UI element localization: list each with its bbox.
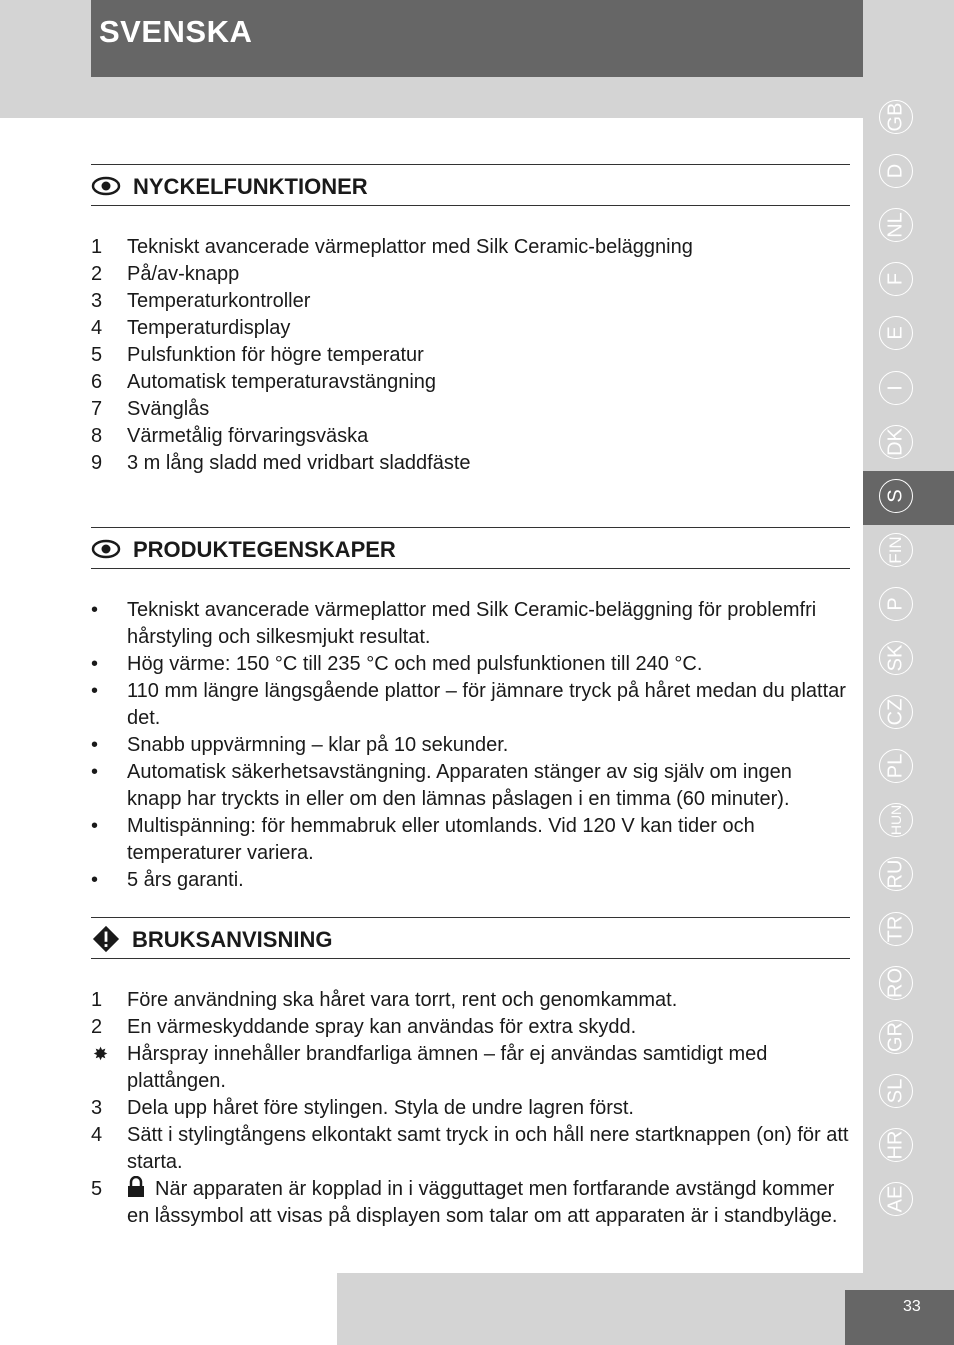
page-number: 33 <box>903 1298 921 1315</box>
language-tab-ro[interactable] <box>863 958 954 1012</box>
language-label: HR <box>884 1130 907 1160</box>
language-tab-gb[interactable] <box>863 92 954 146</box>
list-item <box>91 396 851 423</box>
item-number: 5 <box>91 1178 103 1200</box>
item-number: 7 <box>91 398 103 420</box>
item-number: 5 <box>91 344 103 366</box>
item-text: Multispänning: för hemmabruk eller utomlands. Vid 120 V kan tider och temperaturer variera. <box>127 815 755 864</box>
language-label: DK <box>884 427 907 456</box>
language-tab-sk[interactable] <box>863 633 954 687</box>
list-item <box>91 1122 851 1176</box>
item-number: 6 <box>91 371 103 393</box>
item-text: Pulsfunktion för högre temperatur <box>127 344 424 366</box>
list-item <box>91 651 851 678</box>
item-text: Automatisk säkerhetsavstängning. Apparaten stänger av sig själv om ingen knapp har tryckts in eller om den lämnas påslagen i en timma (60 minuter). <box>127 761 792 810</box>
item-number: 9 <box>91 452 103 474</box>
language-tab-nl[interactable] <box>863 200 954 254</box>
item-number: 4 <box>91 317 103 339</box>
language-label: SL <box>884 1078 907 1104</box>
language-tab-hun[interactable] <box>863 795 954 849</box>
language-label: NL <box>884 212 907 238</box>
lock-icon <box>127 1176 145 1198</box>
list-item <box>91 1176 851 1230</box>
bullet-marker: • <box>91 653 99 675</box>
language-label: E <box>884 326 907 341</box>
item-text: 5 års garanti. <box>127 869 244 891</box>
list-item <box>91 450 851 477</box>
section-header-usage <box>91 917 850 959</box>
language-label: HUN <box>888 805 904 836</box>
list-item <box>91 1095 851 1122</box>
item-text: 3 m lång sladd med vridbart sladdfäste <box>127 452 471 474</box>
language-tabs <box>863 92 954 1232</box>
page-number-box <box>845 1290 954 1345</box>
language-tab-pl[interactable] <box>863 741 954 795</box>
item-text: Värmetålig förvaringsväska <box>127 425 369 447</box>
item-number: 2 <box>91 1016 103 1038</box>
warning-diamond-icon <box>91 925 121 953</box>
language-tab-dk[interactable] <box>863 417 954 471</box>
properties-list <box>91 597 851 894</box>
item-text: Sätt i stylingtångens elkontakt samt tryck in och håll nere startknappen (on) för att starta. <box>127 1124 849 1173</box>
item-text: Dela upp håret före stylingen. Styla de undre lagren först. <box>127 1097 634 1119</box>
list-item <box>91 315 851 342</box>
language-tab-ae[interactable] <box>863 1174 954 1228</box>
bullet-marker: • <box>91 815 99 837</box>
language-label: GR <box>884 1021 907 1052</box>
language-tab-i[interactable] <box>863 363 954 417</box>
language-label: S <box>884 489 907 503</box>
list-item <box>91 234 851 261</box>
item-text: Svänglås <box>127 398 210 420</box>
item-number: 3 <box>91 1097 103 1119</box>
section-title: BRUKSANVISNING <box>132 927 333 952</box>
list-item <box>91 759 851 813</box>
page-title: SVENSKA <box>99 14 253 49</box>
item-text: Automatisk temperaturavstängning <box>127 371 437 393</box>
language-tab-d[interactable] <box>863 146 954 200</box>
language-tab-e[interactable] <box>863 308 954 362</box>
list-item <box>91 813 851 867</box>
item-number: 2 <box>91 263 103 285</box>
language-tab-p[interactable] <box>863 579 954 633</box>
list-item <box>91 288 851 315</box>
item-text: En värmeskyddande spray kan användas för extra skydd. <box>127 1016 637 1038</box>
list-item <box>91 597 851 651</box>
list-item <box>91 423 851 450</box>
language-tab-f[interactable] <box>863 254 954 308</box>
section-header-properties <box>91 527 850 569</box>
language-tab-gr[interactable] <box>863 1012 954 1066</box>
list-item <box>91 261 851 288</box>
item-text: På/av-knapp <box>127 263 240 285</box>
item-text: När apparaten är kopplad in i vägguttaget men fortfarande avstängd kommer en låssymbol att visas på displayen som talar om att apparaten är i standbyläge. <box>127 1178 838 1227</box>
list-item <box>91 1014 851 1041</box>
language-label: GB <box>884 102 907 132</box>
language-label: PL <box>884 753 907 779</box>
features-list <box>91 234 851 477</box>
list-item <box>91 1041 851 1095</box>
list-item <box>91 678 851 732</box>
usage-list <box>91 987 851 1230</box>
item-text: Tekniskt avancerade värmeplattor med Silk Ceramic-beläggning för problemfri hårstyling och silkesmjukt resultat. <box>127 599 817 648</box>
language-label: RO <box>884 967 907 998</box>
language-label: TR <box>884 915 907 942</box>
language-label: I <box>884 384 907 391</box>
language-label: F <box>884 273 907 286</box>
item-text: Snabb uppvärmning – klar på 10 sekunder. <box>127 734 509 756</box>
header-bar <box>91 0 863 77</box>
language-tab-tr[interactable] <box>863 904 954 958</box>
language-label: FIN <box>886 536 905 564</box>
eye-icon <box>91 175 121 197</box>
item-text: Tekniskt avancerade värmeplattor med Silk Ceramic-beläggning <box>127 236 693 258</box>
language-tab-hr[interactable] <box>863 1120 954 1174</box>
language-tab-cz[interactable] <box>863 687 954 741</box>
bullet-marker: • <box>91 599 99 621</box>
language-tab-fin[interactable] <box>863 525 954 579</box>
list-item <box>91 987 851 1014</box>
bullet-marker: • <box>91 680 99 702</box>
list-item <box>91 369 851 396</box>
language-label: AE <box>884 1185 907 1213</box>
language-label: P <box>884 597 907 611</box>
bullet-marker: • <box>91 734 99 756</box>
list-item <box>91 342 851 369</box>
item-text: Temperaturdisplay <box>127 317 291 339</box>
item-text: Temperaturkontroller <box>127 290 311 312</box>
item-text: Före användning ska håret vara torrt, rent och genomkammat. <box>127 989 678 1011</box>
bullet-marker: • <box>91 869 99 891</box>
language-label: SK <box>884 644 907 672</box>
language-label: CZ <box>884 698 907 726</box>
list-item <box>91 867 851 894</box>
item-text: 110 mm längre längsgående plattor – för jämnare tryck på håret medan du plattar det. <box>127 680 846 729</box>
section-header-features <box>91 164 850 206</box>
item-number: ✸ <box>93 1044 109 1064</box>
item-text: Hög värme: 150 °C till 235 °C och med pulsfunktionen till 240 °C. <box>127 653 703 675</box>
item-number: 4 <box>91 1124 103 1146</box>
item-number: 1 <box>91 989 103 1011</box>
item-number: 3 <box>91 290 103 312</box>
section-title: PRODUKTEGENSKAPER <box>133 537 396 562</box>
language-label: D <box>884 163 907 179</box>
list-item <box>91 732 851 759</box>
bullet-marker: • <box>91 761 99 783</box>
item-number: 8 <box>91 425 103 447</box>
language-tab-sl[interactable] <box>863 1066 954 1120</box>
language-tab-ru[interactable] <box>863 849 954 903</box>
language-label: RU <box>884 859 907 889</box>
bottom-white-strip <box>0 1273 337 1345</box>
item-number: 1 <box>91 236 103 258</box>
eye-icon <box>91 538 121 560</box>
item-text: Hårspray innehåller brandfarliga ämnen – får ej användas samtidigt med plattången. <box>127 1043 768 1092</box>
language-tab-s[interactable] <box>863 471 954 525</box>
section-title: NYCKELFUNKTIONER <box>133 174 368 199</box>
